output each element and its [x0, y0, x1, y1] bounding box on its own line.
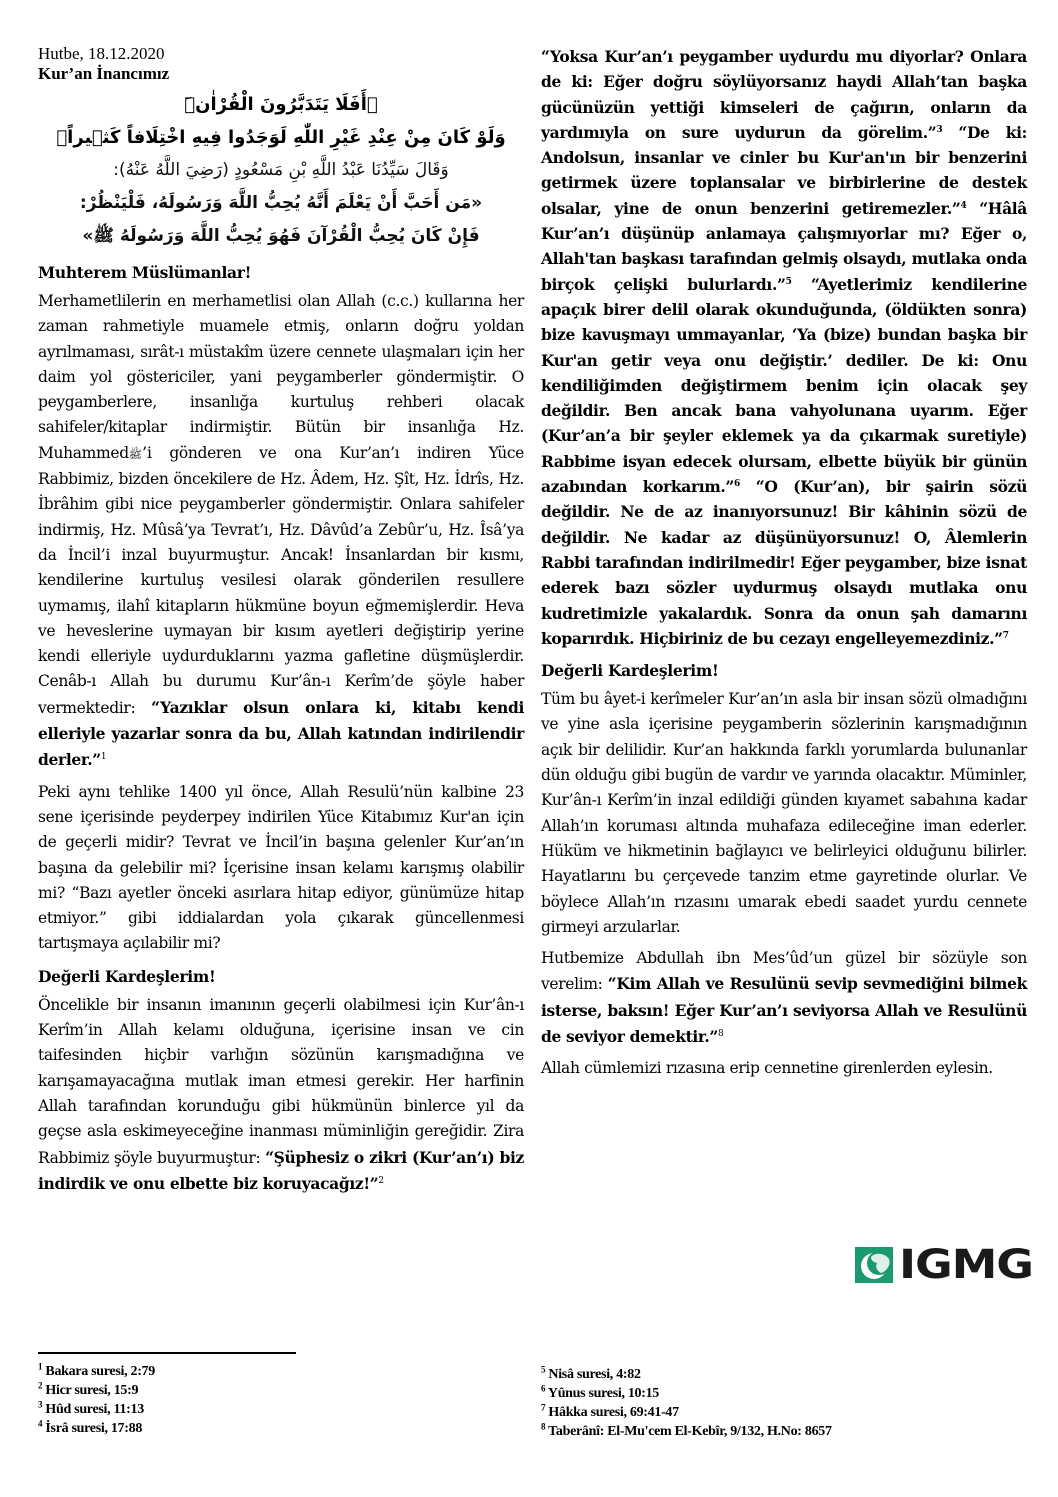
footnotes-right	[541, 1365, 1021, 1441]
footnote-text: Nisâ suresi, 4:82	[545, 1367, 641, 1382]
paragraph-intro	[38, 289, 524, 774]
right-column	[541, 44, 1027, 1088]
footnote-1	[38, 1362, 518, 1381]
footnote-ref-1[interactable]: 1	[100, 752, 107, 763]
quote-nisa: “Hâlâ Kur’an’ı düşünüp anlamaya çalışmıyorlar mı? Eğer o, Allah'tan başkası tarafından gelmiş olsaydı, mutlaka onda birçok çelişki bulurlardı.”	[541, 198, 1027, 294]
paragraph-dua: Allah cümlemizi rızasına erip cennetine girenlerden eylesin.	[541, 1059, 993, 1078]
arabic-hadith-line-2: فَإِنْ كَانَ يُحِبُّ الْقُرْآنَ فَهُوَ يُحِبُّ اللَّهَ وَرَسُولَهُ ﷺ»	[82, 226, 480, 246]
footnote-ref-4[interactable]: 4	[960, 200, 967, 211]
salawat-glyph: ﷺ	[128, 447, 143, 461]
footnote-text: Hicr suresi, 15:9	[42, 1383, 139, 1398]
footnote-number: 2	[38, 1380, 43, 1391]
arabic-hadith-line-1: «مَن أَحَبَّ أَنْ يَعْلَمَ أَنَّهُ يُحِبُّ اللَّهَ وَرَسُولَهُ، فَلْيَنْظُرْ:	[79, 193, 483, 213]
arabic-hadith-intro: وَقَالَ سَيِّدُنَا عَبْدُ اللَّهِ بْنِ مَسْعُودٍ (رَضِيَ اللَّهُ عَنْهُ):	[113, 160, 449, 180]
footnote-3	[38, 1400, 518, 1419]
igmg-wordmark: IGMG	[898, 1242, 1033, 1288]
footnote-text: Hûd suresi, 11:13	[42, 1402, 144, 1417]
paragraph-text: Öncelikle bir insanın imanının geçerli olabilmesi için Kur’ân-ı Kerîm’in Allah kelamı olduğuna, içerisine insan ve cin taifesinden hiçbir varlığın sözünün karışmadığına ve karışamayacağına mutlak iman etmesi gerekir. Her harfinin Allah tarafından korunduğu gibi hükmünün binlerce yıl da geçse asla eskimeyeceğine inanması müminliğin gereğidir. Zira Rabbimiz şöyle buyurmuştur:	[38, 995, 524, 1167]
footnote-number: 3	[38, 1399, 43, 1410]
footnote-number: 6	[541, 1383, 546, 1394]
footnote-5	[541, 1365, 1021, 1384]
footnote-2	[38, 1381, 518, 1400]
footnote-text: Taberânî: El-Mu'cem El-Kebîr, 9/132, H.No: 8657	[545, 1424, 832, 1439]
footnote-ref-3[interactable]: 3	[936, 124, 943, 135]
footnote-8	[541, 1422, 1021, 1441]
footnote-separator	[38, 1352, 296, 1354]
footnote-ref-8[interactable]: 8	[717, 1028, 724, 1039]
footnote-4	[38, 1419, 518, 1438]
footnote-6	[541, 1384, 1021, 1403]
paragraph-closing-hadith	[541, 946, 1027, 1050]
paragraph-text: ’i gönderen ve ona Kur’an’ı indiren Yüce Rabbimiz, bizden öncekilere de Hz. Âdem, Hz. Şît, Hz. İdrîs, Hz. İbrâhim gibi nice peygamberler göndermiştir. Onlara sahifeler indirmiş, Hz. Mûsâ’ya Tevrat’ı, Hz. Dâvûd’a Zebûr’u, Hz. Îsâ’ya da İncil’i inzal buyurmuştur. Ancak! İnsanlardan bir kısmı, kendilerine kurtuluş vesilesi olarak gönderilen resullere uymamış, ilahî kitapların hükmüne boyun eğmemişlerdir. Heva ve heveslerine uymayan bir kısım ayetleri değiştirip yerine kendi elleriyle uydurduklarını yazma gafletine düşmüşlerdir. Cenâb-ı Allah bu durumu Kur’ân-ı Kerîm’de şöyle haber vermektedir:	[38, 443, 524, 717]
footnote-text: Bakara suresi, 2:79	[42, 1364, 155, 1379]
paragraph-text: Hutbemize Abdullah ibn Mes’ûd’un güzel bir sözüyle son verelim:	[541, 949, 1027, 994]
arabic-epigraph	[38, 88, 524, 253]
footnote-ref-7[interactable]: 7	[1002, 630, 1009, 641]
paragraph-conclusion: Tüm bu âyet-i kerîmeler Kur’an’ın asla bir insan sözü olmadığını ve yine asla içerisine peygamberin sözlerinin karışmadığının açık bir delilidir. Kur’an hakkında farklı yorumlarda bulunanlar dün olduğu gibi bugün de vardır ve yarında olacaktır. Müminler, Kur’ân-ı Kerîm’in inzal edildiği günden kıyamet sabahına kadar Allah’ın koruması altında muhafaza edileceğine iman ederler. Hüküm ve hikmetinin bağlayıcı ve belirleyici olduğunu bilirler. Hayatlarını bu çerçevede tanzim etme gayretinde olurlar. Ve böylece Allah’ın rızasını umarak ebedi saadet yurdu cennete girmeyi arzularlar.	[541, 690, 1027, 936]
section-heading-muhterem: Muhterem Müslümanlar!	[38, 263, 252, 282]
footnote-text: Yûnus suresi, 10:15	[545, 1386, 660, 1401]
paragraph-text: Merhametlilerin en merhametlisi olan Allah (c.c.) kullarına her zaman rahmetiyle muamele etmiş, onların doğru yoldan ayrılmaması, sırât-ı müstakîm üzere cennete ulaşmaları için her daim yol göstericiler, yani peygamberler göndermiştir. O peygamberlere, insanlığa kurtuluş rehberi olacak sahifeler/kitaplar indirmiştir. Bütün bir insanlığa Hz. Muhammed	[38, 292, 524, 462]
arabic-ayah-line-2: وَلَوْ كَانَ مِنْ عِنْدِ غَيْرِ اللّٰهِ لَوَجَدُوا فِيهِ اخْتِلَافاً كَث۪يراً﴾	[56, 127, 506, 148]
footnote-ref-6[interactable]: 6	[734, 478, 740, 489]
sermon-title: Kur’an İnancımız	[38, 64, 170, 83]
quote-bakara: “Yazıklar olsun onlara ki, kitabı kendi elleriyle yazarlar sonra da bu, Allah katından indirilendir derler.”	[38, 697, 524, 770]
arabic-ayah-line-1: ﴿أَفَلَا يَتَدَبَّرُونَ الْقُرْاٰنَۜ	[184, 94, 378, 115]
footnote-7	[541, 1403, 1021, 1422]
footnotes-left	[38, 1352, 518, 1438]
crescent-globe-icon	[855, 1247, 893, 1283]
quote-hicr: “Şüphesiz o zikri (Kur’an’ı) biz indirdik ve onu elbette biz koruyacağız!”	[38, 1147, 524, 1193]
footnote-number: 1	[38, 1361, 43, 1372]
paragraph-ayah-quotes	[541, 44, 1027, 651]
footnote-text: İsrâ suresi, 17:88	[42, 1421, 143, 1436]
footnote-number: 8	[541, 1421, 546, 1432]
footnote-ref-5[interactable]: 5	[785, 276, 792, 287]
sermon-date: Hutbe, 18.12.2020	[38, 44, 165, 63]
igmg-logo	[855, 1242, 1033, 1288]
section-heading-kardeslerim-1: Değerli Kardeşlerim!	[38, 966, 216, 986]
quote-yunus: “Ayetlerimiz kendilerine apaçık birer delil olarak okunduğunda, (öldükten sonra) bize kavuşmayı ummayanlar, ‘Ya (bize) bundan başka bir Kur'an getir veya onu değiştir.’ dediler. De ki: Onu kendiliğimden değiştirmem benim için olacak şey değildir. Ben ancak bana vahyolunana uyarım. Eğer (Kur’an’a bir şeyler eklemek ya da çıkarmak suretiyle) Rabbime isyan edecek olursam, elbette büyük bir günün azabından korkarım.”	[541, 274, 1027, 497]
quote-hakka: “O (Kur’an), bir şairin sözü değildir. Ne de az inanıyorsunuz! Bir kâhinin sözü de değildir. Ne kadar az düşünüyorsunuz! O, Âlemlerin Rabbi tarafından indirilmedir! Eğer peygamber, bize isnat ederek bazı sözler uydurmuş olsaydı mutlaka onu kudretimizle yakalardık. Sonra da onun şah damarını koparırdık. Hiçbiriniz de bu cezayı engelleyemezdiniz.”	[541, 477, 1027, 648]
quote-isra: “De ki: Andolsun, insanlar ve cinler bu Kur'an'ın bir benzerini getirmek üzere toplansalar ve birbirlerine de destek olsalar, yine de onun benzerini getiremezler.”	[541, 122, 1028, 218]
footnote-number: 5	[541, 1364, 546, 1375]
footnote-number: 4	[38, 1418, 43, 1429]
quote-hud: “Yoksa Kur’an’ı peygamber uydurdu mu diyorlar? Onlara de ki: Eğer doğru söylüyorsanız haydi Allah’tan başka gücünüzün yettiği kimseleri de çağırın, onların da yardımıyla on sure uydurun da görelim.”	[541, 47, 1027, 142]
paragraph-iman	[38, 993, 524, 1197]
quote-ibn-mesud: “Kim Allah ve Resulünü sevip sevmediğini bilmek isterse, baksın! Eğer Kur’an’ı seviyorsa Allah ve Resulünü de seviyor demektir.”	[541, 974, 1027, 1046]
paragraph-question: Peki aynı tehlike 1400 yıl önce, Allah Resulü’nün kalbine 23 sene içerisinde peyderpey indirilen Yüce Kitabımız Kur'an için de geçerli midir? Tevrat ve İncil’in başına gelenler Kur’an’ın başına da gelebilir mi? İçerisine insan kelamı karışmış olabilir mi? “Bazı ayetler önceki asırlara hitap ediyor, günümüze hitap etmiyor.” gibi iddialardan yola çıkarak güncellenmesi tartışmaya açılabilir mi?	[38, 782, 524, 953]
footnote-ref-2[interactable]: 2	[378, 1175, 384, 1186]
footnote-text: Hâkka suresi, 69:41-47	[545, 1405, 679, 1420]
left-column	[38, 44, 524, 1203]
footnote-number: 7	[541, 1402, 546, 1413]
section-heading-kardeslerim-2: Değerli Kardeşlerim!	[541, 661, 719, 681]
